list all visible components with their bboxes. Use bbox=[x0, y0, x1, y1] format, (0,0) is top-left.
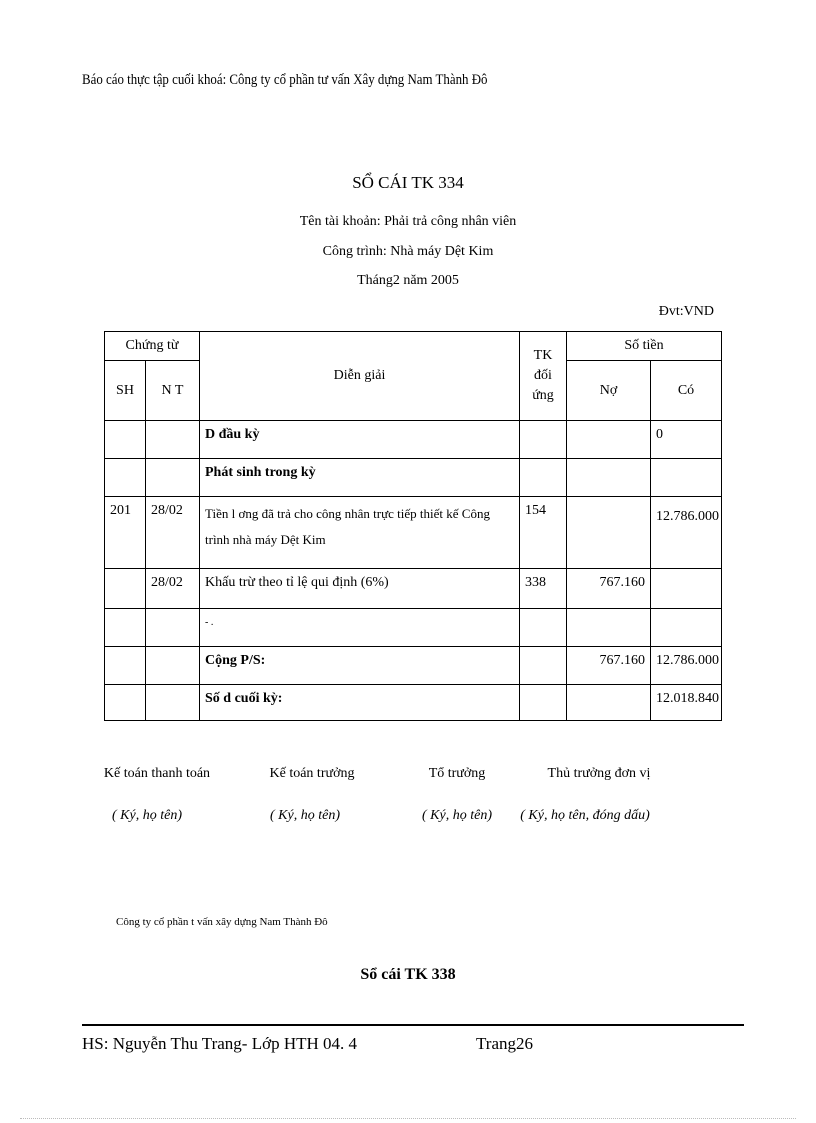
account-name: Tên tài khoản: Phải trả công nhân viên bbox=[299, 214, 517, 229]
signature-note: ( Ký, họ tên, đóng dấu) bbox=[520, 808, 650, 823]
ledger-title: SỔ CÁI TK 334 bbox=[352, 173, 464, 192]
cell-sh bbox=[105, 647, 146, 685]
table-row bbox=[105, 497, 722, 569]
cell-debit bbox=[567, 609, 651, 647]
table-row bbox=[105, 647, 722, 685]
cell-sh bbox=[105, 459, 146, 497]
cell-debit bbox=[567, 685, 651, 721]
cell-desc: Phát sinh trong kỳ bbox=[200, 459, 520, 497]
cell-desc: Số d cuối kỳ: bbox=[200, 685, 520, 721]
signature-note: ( Ký, họ tên) bbox=[270, 808, 340, 823]
cell-tk bbox=[520, 609, 567, 647]
next-ledger-title: Sổ cái TK 338 bbox=[360, 966, 456, 983]
cell-sh bbox=[105, 685, 146, 721]
table-row bbox=[105, 421, 722, 459]
nt-header: N T bbox=[146, 361, 200, 421]
voucher-header: Chứng từ bbox=[105, 332, 200, 361]
signature-role-payment-accountant: Kế toán thanh toán bbox=[103, 766, 211, 781]
amount-header: Số tiền bbox=[567, 332, 722, 361]
cell-tk bbox=[520, 647, 567, 685]
cell-debit bbox=[567, 421, 651, 459]
currency-unit: Đvt:VND bbox=[658, 304, 714, 319]
cell-desc: Cộng P/S: bbox=[200, 647, 520, 685]
cell-desc: Tiền l ơng đã trả cho công nhân trực tiếp thiết kế Công trình nhà máy Dệt Kim bbox=[200, 497, 520, 569]
footer-divider bbox=[82, 1024, 744, 1026]
cell-credit: 12.786.000 bbox=[651, 497, 722, 569]
cell-desc: - . bbox=[200, 609, 520, 647]
cell-sh bbox=[105, 609, 146, 647]
cell-nt: 28/02 bbox=[146, 497, 200, 569]
cell-desc: D đầu kỳ bbox=[200, 421, 520, 459]
signature-role-unit-head: Thủ trưởng đơn vị bbox=[547, 766, 651, 781]
cell-credit: 0 bbox=[651, 421, 722, 459]
cell-credit bbox=[651, 569, 722, 609]
cell-sh bbox=[105, 421, 146, 459]
cell-tk bbox=[520, 421, 567, 459]
cell-credit: 12.018.840 bbox=[651, 685, 722, 721]
table-row bbox=[105, 459, 722, 497]
cell-nt bbox=[146, 609, 200, 647]
sh-header: SH bbox=[105, 361, 146, 421]
table-row bbox=[105, 609, 722, 647]
cell-sh bbox=[105, 569, 146, 609]
table-row bbox=[105, 685, 722, 721]
period: Tháng2 năm 2005 bbox=[357, 273, 459, 288]
ledger-table bbox=[104, 331, 722, 721]
cell-sh: 201 bbox=[105, 497, 146, 569]
cell-nt bbox=[146, 685, 200, 721]
company-name: Công ty cổ phần t vấn xây dựng Nam Thành Đô bbox=[116, 916, 328, 928]
cell-debit: 767.160 bbox=[567, 569, 651, 609]
description-header: Diễn giải bbox=[200, 332, 520, 421]
page-number: Trang26 bbox=[476, 1034, 533, 1053]
cell-desc: Khấu trừ theo tỉ lệ qui định (6%) bbox=[200, 569, 520, 609]
page-edge bbox=[20, 1118, 796, 1119]
contra-account-header: TK đối ứng bbox=[520, 332, 567, 421]
cell-credit bbox=[651, 609, 722, 647]
cell-nt: 28/02 bbox=[146, 569, 200, 609]
cell-nt bbox=[146, 647, 200, 685]
project-name: Công trình: Nhà máy Dệt Kim bbox=[322, 244, 494, 259]
cell-nt bbox=[146, 459, 200, 497]
signature-role-team-leader: Tổ trưởng bbox=[428, 766, 486, 781]
table-row bbox=[105, 569, 722, 609]
signature-note: ( Ký, họ tên) bbox=[422, 808, 492, 823]
cell-credit bbox=[651, 459, 722, 497]
cell-tk: 338 bbox=[520, 569, 567, 609]
cell-tk bbox=[520, 685, 567, 721]
cell-debit bbox=[567, 459, 651, 497]
report-header: Báo cáo thực tập cuối khoá: Công ty cổ phần tư vấn Xây dựng Nam Thành Đô bbox=[82, 72, 488, 88]
cell-debit: 767.160 bbox=[567, 647, 651, 685]
signature-role-chief-accountant: Kế toán trưởng bbox=[269, 766, 355, 781]
credit-header: Có bbox=[651, 361, 722, 421]
signature-note: ( Ký, họ tên) bbox=[112, 808, 182, 823]
cell-tk: 154 bbox=[520, 497, 567, 569]
cell-debit bbox=[567, 497, 651, 569]
debit-header: Nợ bbox=[567, 361, 651, 421]
cell-tk bbox=[520, 459, 567, 497]
cell-nt bbox=[146, 421, 200, 459]
cell-credit: 12.786.000 bbox=[651, 647, 722, 685]
student-info: HS: Nguyễn Thu Trang- Lớp HTH 04. 4 bbox=[82, 1034, 358, 1053]
